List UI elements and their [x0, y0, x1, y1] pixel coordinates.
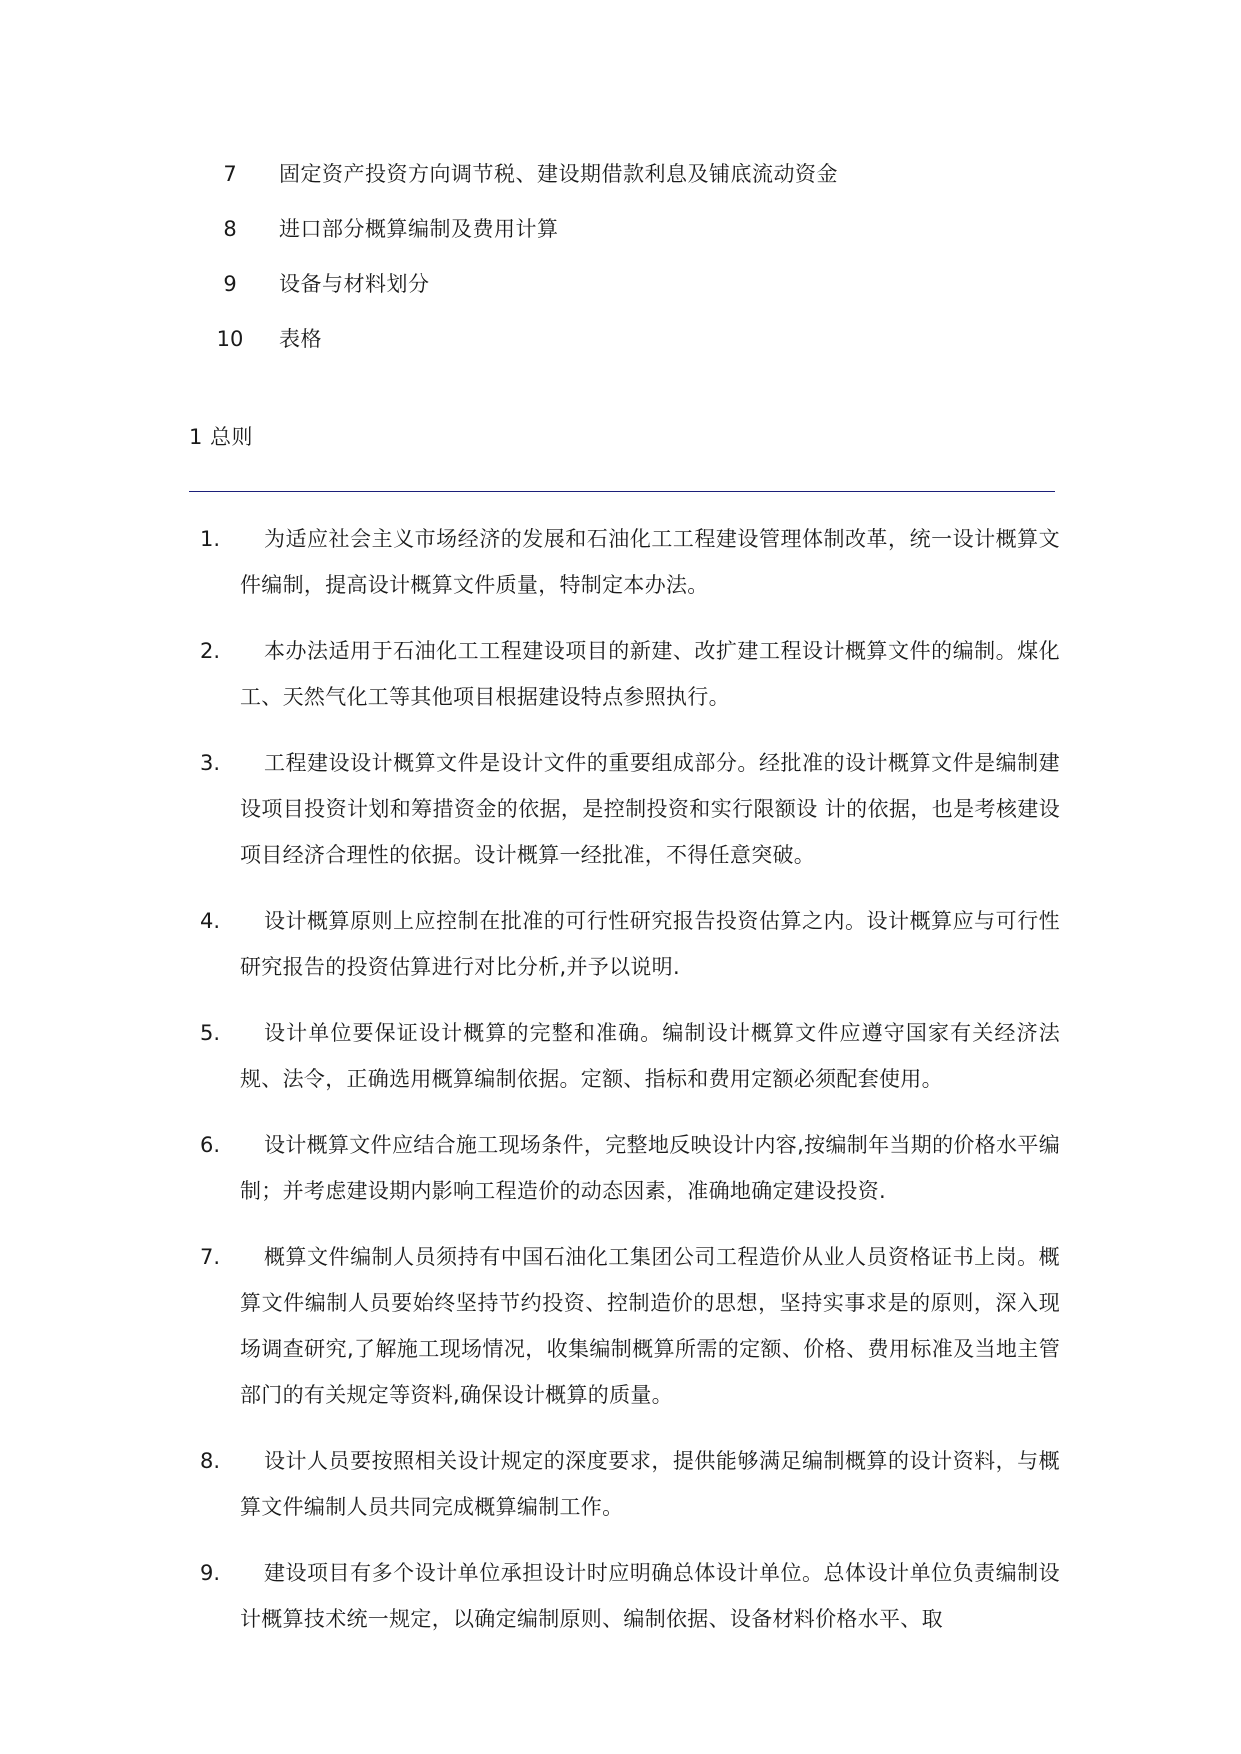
paragraph-number: 6. — [200, 1133, 221, 1157]
toc-item — [0, 210, 1241, 265]
paragraph-text: 为适应社会主义市场经济的发展和石油化工工程建设管理体制改革，统一设计概算文件编制，提高设计概算文件质量，特制定本办法。 — [240, 527, 1060, 597]
toc-item-title: 设备与材料划分 — [279, 272, 430, 296]
paragraph-number: 7. — [200, 1245, 221, 1269]
paragraph-item — [0, 898, 1241, 990]
toc-item-number: 8 — [223, 217, 237, 241]
paragraph-number: 3. — [200, 751, 221, 775]
paragraph-item — [0, 1010, 1241, 1102]
toc-item — [0, 155, 1241, 210]
paragraph-item — [0, 1438, 1241, 1530]
paragraph-number: 1. — [200, 527, 221, 551]
section-heading: 1 总则 — [189, 425, 254, 449]
paragraph-item — [0, 1234, 1241, 1418]
paragraph-text: 概算文件编制人员须持有中国石油化工集团公司工程造价从业人员资格证书上岗。概算文件编制人员要始终坚持节约投资、控制造价的思想，坚持实事求是的原则，深入现场调查研究,了解施工现场情况，收集编制概算所需的定额、价格、费用标准及当地主管部门的有关规定等资料,确保设计概算的质量。 — [240, 1245, 1060, 1407]
toc-item — [0, 265, 1241, 320]
paragraph-number: 8. — [200, 1449, 221, 1473]
toc-item — [0, 320, 1241, 375]
paragraph-text: 设计概算文件应结合施工现场条件，完整地反映设计内容,按编制年当期的价格水平编制；并考虑建设期内影响工程造价的动态因素，准确地确定建设投资. — [240, 1133, 1060, 1203]
paragraph-text: 建设项目有多个设计单位承担设计时应明确总体设计单位。总体设计单位负责编制设计概算技术统一规定，以确定编制原则、编制依据、设备材料价格水平、取 — [240, 1561, 1060, 1631]
numbered-paragraphs — [0, 516, 1241, 1662]
toc-item-title: 进口部分概算编制及费用计算 — [279, 217, 559, 241]
paragraph-number: 5. — [200, 1021, 221, 1045]
toc-item-number: 9 — [223, 272, 237, 296]
paragraph-item — [0, 1550, 1241, 1642]
paragraph-text: 工程建设设计概算文件是设计文件的重要组成部分。经批准的设计概算文件是编制建设项目投资计划和筹措资金的依据，是控制投资和实行限额设 计的依据，也是考核建设项目经济合理性的依据。设计概算一经批准，不得任意突破。 — [240, 751, 1060, 867]
section-divider — [189, 491, 1055, 492]
toc-item-number: 10 — [216, 327, 244, 351]
paragraph-number: 4. — [200, 909, 221, 933]
toc-item-number: 7 — [223, 162, 237, 186]
table-of-contents — [0, 155, 1241, 375]
paragraph-text: 设计单位要保证设计概算的完整和准确。编制设计概算文件应遵守国家有关经济法规、法令，正确选用概算编制依据。定额、指标和费用定额必须配套使用。 — [240, 1021, 1060, 1091]
paragraph-item — [0, 1122, 1241, 1214]
paragraph-text: 设计人员要按照相关设计规定的深度要求，提供能够满足编制概算的设计资料，与概算文件编制人员共同完成概算编制工作。 — [240, 1449, 1060, 1519]
paragraph-item — [0, 740, 1241, 878]
paragraph-item — [0, 516, 1241, 608]
paragraph-text: 本办法适用于石油化工工程建设项目的新建、改扩建工程设计概算文件的编制。煤化工、天然气化工等其他项目根据建设特点参照执行。 — [240, 639, 1060, 709]
paragraph-number: 2. — [200, 639, 221, 663]
paragraph-text: 设计概算原则上应控制在批准的可行性研究报告投资估算之内。设计概算应与可行性研究报告的投资估算进行对比分析,并予以说明. — [240, 909, 1060, 979]
paragraph-item — [0, 628, 1241, 720]
toc-item-title: 表格 — [279, 327, 322, 351]
toc-item-title: 固定资产投资方向调节税、建设期借款利息及铺底流动资金 — [279, 162, 838, 186]
paragraph-number: 9. — [200, 1561, 221, 1585]
